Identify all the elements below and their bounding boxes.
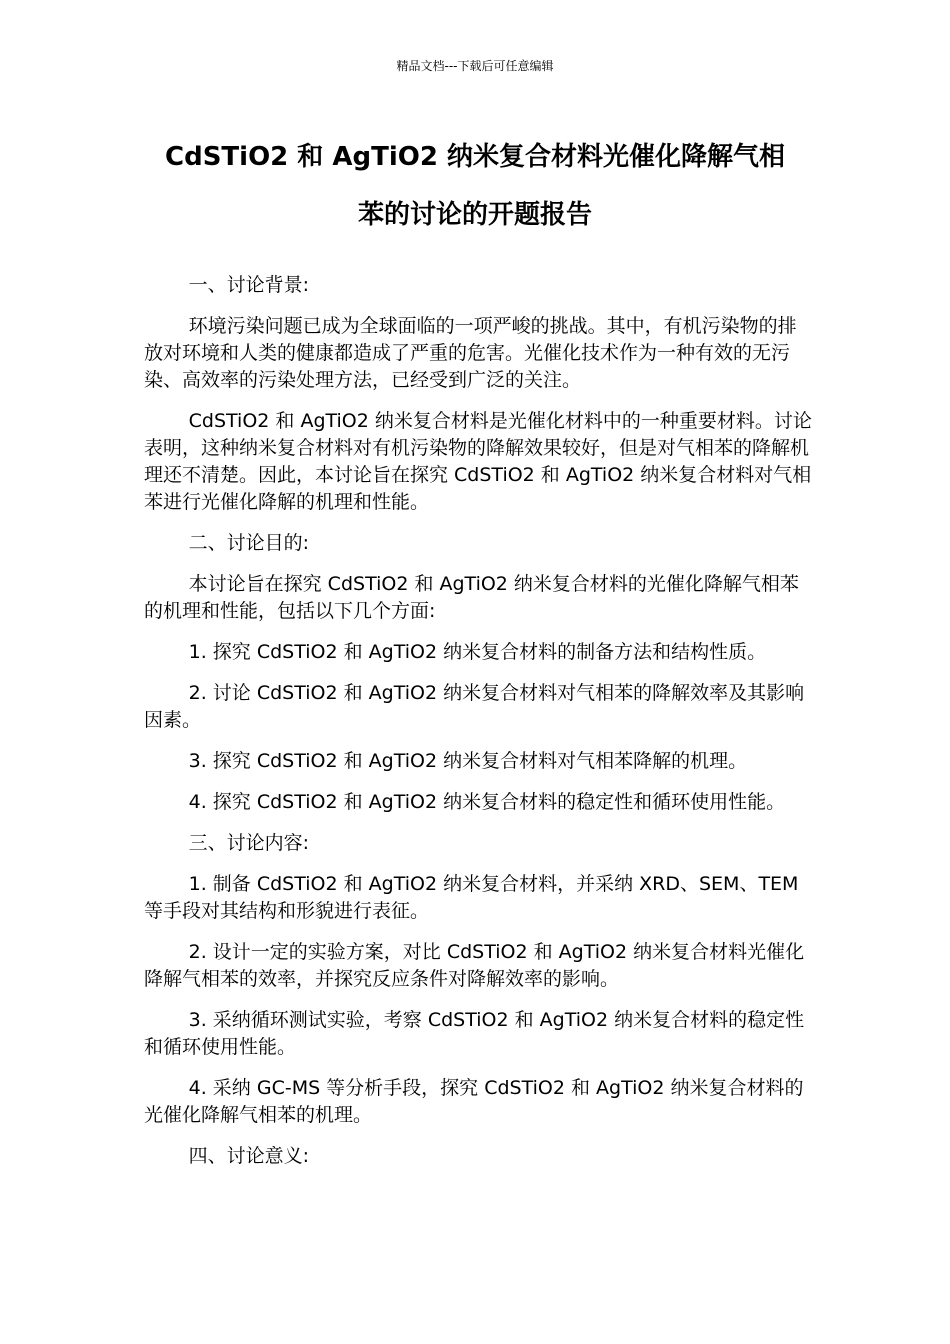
section-heading-background: 一、讨论背景: xyxy=(188,274,310,296)
title-line-1: CdSTiO2 和 AgTiO2 纳米复合材料光催化降解气相 xyxy=(165,142,785,172)
list-item-content-2: 2. 设计一定的实验方案，对比 CdSTiO2 和 AgTiO2 纳米复合材料光催化降解气相苯的效率，并探究反应条件对降解效率的影响。 xyxy=(144,941,805,990)
document-title xyxy=(140,128,810,244)
list-item-purpose-3: 3. 探究 CdSTiO2 和 AgTiO2 纳米复合材料对气相苯降解的机理。 xyxy=(188,750,748,772)
paragraph-background-2: CdSTiO2 和 AgTiO2 纳米复合材料是光催化材料中的一种重要材料。讨论表明，这种纳米复合材料对有机污染物的降解效果较好，但是对气相苯的降解机理还不清楚。因此，本讨论旨在探究 CdSTiO2 和 AgTiO2 纳米复合材料对气相苯进行光催化降解的机理和性能。 xyxy=(144,410,812,513)
list-item-purpose-2: 2. 讨论 CdSTiO2 和 AgTiO2 纳米复合材料对气相苯的降解效率及其影响因素。 xyxy=(144,682,805,731)
paragraph-purpose-intro: 本讨论旨在探究 CdSTiO2 和 AgTiO2 纳米复合材料的光催化降解气相苯的机理和性能，包括以下几个方面: xyxy=(144,573,799,622)
document-body xyxy=(144,272,814,1184)
list-item-content-4: 4. 采纳 GC-MS 等分析手段，探究 CdSTiO2 和 AgTiO2 纳米复合材料的光催化降解气相苯的机理。 xyxy=(144,1077,804,1126)
title-line-2: 苯的讨论的开题报告 xyxy=(357,200,592,230)
section-heading-significance: 四、讨论意义: xyxy=(188,1145,310,1167)
list-item-content-1: 1. 制备 CdSTiO2 和 AgTiO2 纳米复合材料，并采纳 XRD、SEM、TEM 等手段对其结构和形貌进行表征。 xyxy=(144,873,799,922)
list-item-content-3: 3. 采纳循环测试实验，考察 CdSTiO2 和 AgTiO2 纳米复合材料的稳定性和循环使用性能。 xyxy=(144,1009,805,1058)
paragraph-background-1: 环境污染问题已成为全球面临的一项严峻的挑战。其中，有机污染物的排放对环境和人类的健康都造成了严重的危害。光催化技术作为一种有效的无污染、高效率的污染处理方法，已经受到广泛的关注。 xyxy=(144,315,797,391)
section-heading-content: 三、讨论内容: xyxy=(188,832,310,854)
list-item-purpose-1: 1. 探究 CdSTiO2 和 AgTiO2 纳米复合材料的制备方法和结构性质。 xyxy=(188,641,767,663)
section-heading-purpose: 二、讨论目的: xyxy=(188,532,310,554)
header-note: 精品文档---下载后可任意编辑 xyxy=(396,59,554,73)
list-item-purpose-4: 4. 探究 CdSTiO2 和 AgTiO2 纳米复合材料的稳定性和循环使用性能。 xyxy=(188,791,786,813)
